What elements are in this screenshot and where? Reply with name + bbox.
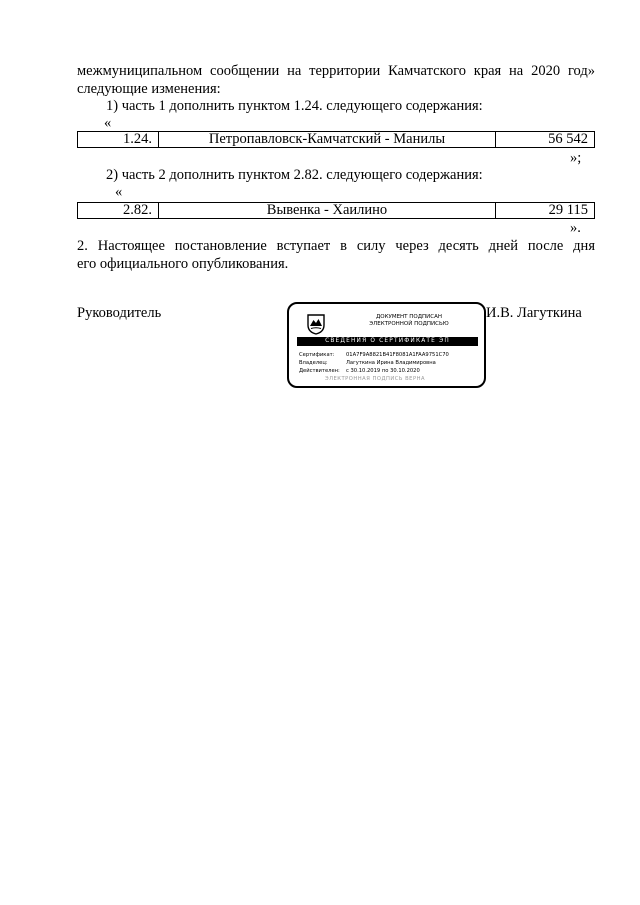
paragraph-line-2: следующие изменения: (77, 81, 221, 97)
item-1-table (77, 131, 595, 148)
stamp-header-line-2: ЭЛЕКТРОННОЙ ПОДПИСЬЮ (369, 321, 449, 327)
table-row (78, 203, 595, 219)
row-value: 29 115 (496, 203, 595, 219)
paragraph-2-line-1: 2. Настоящее постановление вступает в силу через десять дней после дня (77, 238, 595, 254)
electronic-signature-stamp (287, 302, 486, 388)
stamp-certificate-bar: СВЕДЕНИЯ О СЕРТИФИКАТЕ ЭП (297, 337, 478, 346)
item-2-table (77, 202, 595, 219)
valid-label: Действителен: (299, 368, 340, 374)
item-1-text: 1) часть 1 дополнить пунктом 1.24. следующего содержания: (106, 98, 483, 114)
row-route: Вывенка - Хаилино (159, 203, 496, 219)
item-1-open-quote: « (104, 115, 112, 131)
stamp-watermark: ЭЛЕКТРОННАЯ ПОДПИСЬ ВЕРНА (325, 376, 426, 382)
row-route: Петропавловск-Камчатский - Манилы (159, 132, 496, 148)
certificate-label: Сертификат: (299, 352, 335, 358)
row-number: 1.24. (78, 132, 159, 148)
row-value: 56 542 (496, 132, 595, 148)
item-2-text: 2) часть 2 дополнить пунктом 2.82. следующего содержания: (106, 167, 483, 183)
valid-value: с 30.10.2019 по 30.10.2020 (346, 368, 420, 374)
signature-name: И.В. Лагуткина (486, 305, 582, 321)
item-2-close-quote: ». (570, 220, 581, 236)
emblem-icon (306, 313, 326, 335)
stamp-header (341, 314, 477, 328)
stamp-header-line-1: ДОКУМЕНТ ПОДПИСАН (375, 314, 443, 320)
item-2-open-quote: « (115, 184, 123, 200)
item-1-close-quote: »; (570, 150, 582, 166)
signature-position: Руководитель (77, 305, 162, 321)
certificate-value: 01A7F9A8821B41F8081A1FAA9751C70 (346, 352, 449, 358)
owner-label: Владелец: (299, 360, 328, 366)
paragraph-2-line-2: его официального опубликования. (77, 256, 289, 272)
owner-value: Лагуткина Ирина Владимировна (346, 360, 436, 366)
table-row (78, 132, 595, 148)
paragraph-line-1: межмуниципальном сообщении на территории Камчатского края на 2020 год» (77, 63, 595, 79)
row-number: 2.82. (78, 203, 159, 219)
